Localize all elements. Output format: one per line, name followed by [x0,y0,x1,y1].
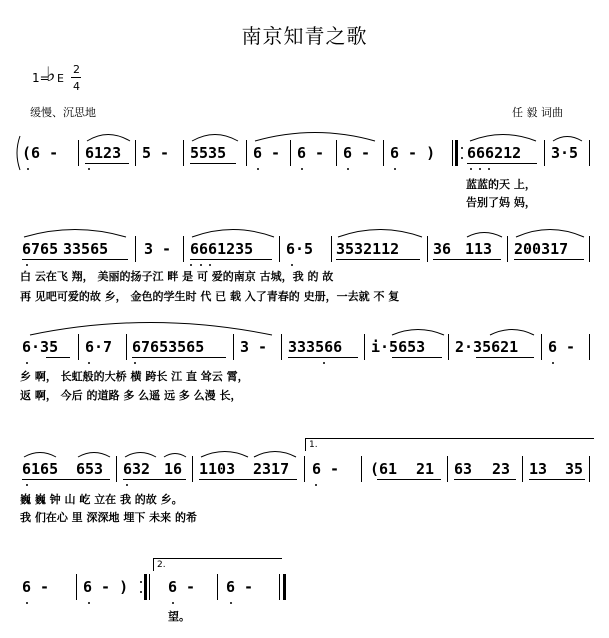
lyric-line: 白 云在飞 翔， 美丽的扬子江 畔 是 可 爱的南京 古城，我 的 故 [20,270,334,283]
measure-notes: 2317 [253,460,290,478]
measure-notes: (61 [370,460,398,478]
measure-notes: 5535 [190,144,227,162]
lyric-line: 我 们在心 里 深深地 埋下 未来 的希 [20,511,197,524]
measure-notes: 333566 [288,338,343,356]
measure-notes: 35 [565,460,584,478]
measure-notes: 3532112 [336,240,400,258]
tempo-marking: 缓慢、沉思地 [30,106,96,119]
measure-notes: 13 [529,460,548,478]
lyric-line: 蓝蓝的天 上， [466,178,536,191]
lyric-line: 乡 啊， 长虹般的大桥 横 跨长 江 直 耸云 霄， [20,370,249,383]
measure-notes: 3 - [144,240,172,258]
slur [201,452,248,458]
composer-credit: 任 毅 词曲 [512,106,563,119]
first-ending-number: 1. [309,440,318,450]
measure-notes: 16 [164,460,183,478]
measure-notes: 23 [492,460,511,478]
slur [516,230,584,238]
measure-notes: 5 - [142,144,170,162]
slur [490,330,534,336]
measure-notes: 6 - [22,578,50,596]
measure-notes: 200317 [514,240,569,258]
page-title: 南京知青之歌 [241,24,368,48]
measure-notes: 6 - [312,460,340,478]
slur [255,133,375,142]
measure-notes: 33565 [63,240,109,258]
measure-notes: 6 - [168,578,196,596]
slur [553,137,582,142]
meter-top: 2 [73,63,80,76]
measure-notes: 653 [76,460,104,478]
slur [164,454,186,458]
measure-notes: 3·5 [551,144,579,162]
slur [24,230,126,238]
slur [87,135,130,142]
slur [254,452,296,458]
measure-notes: 6661235 [190,240,254,258]
measure-notes: (6 - [22,144,59,162]
slur [392,330,444,336]
slur [24,453,56,458]
measure-notes: 36 [433,240,452,258]
paren-open [17,136,20,170]
measure-notes: 6 - [297,144,325,162]
lyric-line: 返 啊， 今后 的道路 多 么遥 远 多 么漫 长， [20,389,242,402]
measure-notes: 67653565 [132,338,205,356]
measure-notes: 63 [454,460,473,478]
measure-notes: 6·7 [85,338,113,356]
measure-notes: 6 - [548,338,576,356]
measure-notes: 666212 [467,144,522,162]
measure-notes: 6 - ) [83,578,129,596]
measure-notes: 2·35621 [455,338,519,356]
measure-notes: 113 [465,240,493,258]
slur [125,453,156,458]
measure-notes: 6 - ) [390,144,436,162]
slur [192,135,238,142]
key-note: E [57,72,64,85]
measure-notes: 6 - [226,578,254,596]
measure-notes: 1103 [199,460,236,478]
measure-notes: 6 - [343,144,371,162]
measure-notes: 6 - [253,144,281,162]
lyric-line: 再 见吧可爱的故 乡， 金色的学生时 代 已 载 入了青春的 史册，一去就 不 复 [20,290,400,303]
measure-notes: 3 - [240,338,268,356]
lyric-line: 望。 [168,610,190,623]
measure-notes: 6·35 [22,338,59,356]
flat-sign: ♭ [46,62,56,86]
slur [467,233,502,238]
slur [470,135,536,142]
lyric-line: 巍 巍 钟 山 屹 立在 我 的故 乡。 [20,493,183,506]
measure-notes: 6123 [85,144,122,162]
measure-notes: 6·5 [286,240,314,258]
measure-notes: 21 [416,460,435,478]
slur [30,323,272,336]
measure-notes: 6765 [22,240,59,258]
slur [338,230,422,238]
measure-notes: 6165 [22,460,59,478]
measure-notes: i·5653 [371,338,426,356]
second-ending-number: 2. [157,560,166,570]
slur [78,453,110,458]
slur [192,230,274,238]
key-prefix: 1= [32,71,50,85]
measure-notes: 632 [123,460,151,478]
lyric-line: 告别了妈 妈， [466,196,536,209]
meter-bottom: 4 [73,80,80,93]
